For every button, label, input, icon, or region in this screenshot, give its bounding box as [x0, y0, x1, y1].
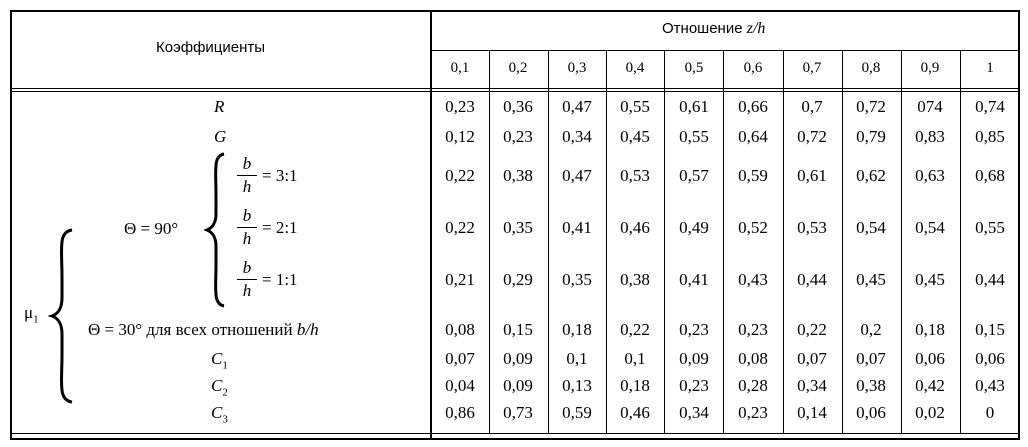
- label-C1: [211, 349, 228, 371]
- value-cell-C1: 0,09: [679, 349, 709, 368]
- value-cell-b21: 0,52: [738, 218, 768, 237]
- value-cell-b31: 0,38: [503, 166, 533, 185]
- ratio-header-var: z/h: [746, 20, 766, 37]
- ratio-column-header: 0,3: [567, 60, 587, 76]
- value-cell-b11: 0,21: [445, 270, 475, 289]
- value-cell-b11: 0,43: [738, 270, 768, 289]
- value-cell-C1: 0,1: [624, 349, 646, 368]
- mu1-left-brace: [48, 228, 78, 404]
- fraction-b-over-h: [236, 259, 258, 300]
- mu1-subscript: 1: [33, 313, 39, 326]
- value-cell-R: 0,36: [503, 97, 533, 116]
- value-cell-C1: 0,07: [797, 349, 827, 368]
- col-divider: [664, 50, 665, 433]
- value-cell-R: 0,23: [445, 97, 475, 116]
- value-cell-b11: 0,29: [503, 270, 533, 289]
- value-cell-b31: 0,68: [975, 166, 1005, 185]
- C1-symbol: C: [211, 349, 223, 368]
- value-cell-C2: 0,28: [738, 376, 768, 395]
- value-cell-G: 0,83: [915, 127, 945, 146]
- value-cell-G: 0,85: [975, 127, 1005, 146]
- value-cell-C2: 0,43: [975, 376, 1005, 395]
- value-cell-R: 0,55: [620, 97, 650, 116]
- value-cell-C1: 0,06: [915, 349, 945, 368]
- value-cell-b31: 0,59: [738, 166, 768, 185]
- ratio-column-header: 1: [986, 60, 994, 76]
- value-cell-b31: 0,61: [797, 166, 827, 185]
- value-cell-C3: 0,34: [679, 403, 709, 422]
- ratio-header-prefix: Отношение: [662, 20, 747, 37]
- value-cell-b31: 0,57: [679, 166, 709, 185]
- value-cell-C3: 0,59: [562, 403, 592, 422]
- C2-subscript: 2: [222, 386, 228, 399]
- ratio-column-header: 0,5: [684, 60, 704, 76]
- col-divider: [723, 50, 724, 433]
- value-cell-t30: 0,15: [975, 320, 1005, 339]
- value-cell-t30: 0,22: [620, 320, 650, 339]
- value-cell-R: 0,61: [679, 97, 709, 116]
- value-cell-b21: 0,49: [679, 218, 709, 237]
- value-cell-C1: 0,1: [566, 349, 588, 368]
- value-cell-C3: 0,46: [620, 403, 650, 422]
- value-cell-b31: 0,63: [915, 166, 945, 185]
- col-divider: [960, 50, 961, 433]
- value-cell-b21: 0,53: [797, 218, 827, 237]
- value-cell-C2: 0,09: [503, 376, 533, 395]
- value-cell-t30: 0,18: [562, 320, 592, 339]
- header-divider: [430, 50, 1020, 51]
- body-bottom-rule: [10, 433, 1020, 434]
- value-cell-R: 0,7: [801, 97, 823, 116]
- value-cell-b31: 0,47: [562, 166, 592, 185]
- value-cell-b21: 0,22: [445, 218, 475, 237]
- value-cell-b11: 0,38: [620, 270, 650, 289]
- label-ratio-2-1: = 2:1: [262, 218, 298, 237]
- fraction-bar: [237, 279, 257, 280]
- ratio-header: [662, 20, 765, 38]
- ratio-column-header: 0,4: [625, 60, 645, 76]
- value-cell-R: 0,72: [856, 97, 886, 116]
- C1-subscript: 1: [222, 359, 228, 372]
- ratio-column-header: 0,8: [861, 60, 881, 76]
- ratio-column-header: 0,6: [743, 60, 763, 76]
- theta30-var: b/h: [296, 320, 319, 339]
- value-cell-R: 0,74: [975, 97, 1005, 116]
- value-cell-b11: 0,35: [562, 270, 592, 289]
- fraction-denominator: h: [242, 177, 252, 196]
- value-cell-C1: 0,06: [975, 349, 1005, 368]
- value-cell-C2: 0,34: [797, 376, 827, 395]
- value-cell-C3: 0: [985, 403, 995, 422]
- value-cell-C1: 0,07: [445, 349, 475, 368]
- value-cell-C3: 0,06: [856, 403, 886, 422]
- label-theta90: Θ = 90°: [124, 219, 179, 238]
- value-cell-G: 0,72: [797, 127, 827, 146]
- value-cell-t30: 0,2: [860, 320, 882, 339]
- theta90-left-brace: [204, 152, 230, 308]
- theta30-prefix: Θ = 30° для всех отношений: [88, 320, 297, 339]
- value-cell-C1: 0,08: [738, 349, 768, 368]
- value-cell-C1: 0,07: [856, 349, 886, 368]
- coefficients-header: Коэффициенты: [156, 39, 266, 56]
- value-cell-C3: 0,86: [445, 403, 475, 422]
- C3-symbol: C: [211, 403, 223, 422]
- header-bottom-rule: [10, 88, 1020, 89]
- value-cell-R: 0,66: [738, 97, 768, 116]
- value-cell-R: 074: [917, 97, 943, 116]
- mu1-symbol: μ: [24, 303, 34, 322]
- ratio-column-header: 0,2: [508, 60, 528, 76]
- C3-subscript: 3: [222, 413, 228, 426]
- value-cell-t30: 0,08: [445, 320, 475, 339]
- label-ratio-1-1: = 1:1: [262, 270, 298, 289]
- label-ratio-3-1: = 3:1: [262, 166, 298, 185]
- value-cell-C1: 0,09: [503, 349, 533, 368]
- value-cell-t30: 0,22: [797, 320, 827, 339]
- value-cell-G: 0,79: [856, 127, 886, 146]
- label-C2: [211, 376, 228, 398]
- label-G: G: [214, 127, 227, 146]
- label-C3: [211, 403, 228, 425]
- value-cell-C2: 0,13: [562, 376, 592, 395]
- value-cell-R: 0,47: [562, 97, 592, 116]
- fraction-numerator: b: [242, 154, 252, 173]
- fraction-denominator: h: [242, 229, 252, 248]
- fraction-b-over-h: [236, 155, 258, 196]
- value-cell-C3: 0,73: [503, 403, 533, 422]
- value-cell-C3: 0,14: [797, 403, 827, 422]
- fraction-denominator: h: [242, 281, 252, 300]
- value-cell-b11: 0,45: [856, 270, 886, 289]
- value-cell-b21: 0,46: [620, 218, 650, 237]
- label-R: R: [214, 97, 225, 116]
- fraction-bar: [237, 175, 257, 176]
- value-cell-b21: 0,54: [856, 218, 886, 237]
- value-cell-b11: 0,44: [975, 270, 1005, 289]
- value-cell-G: 0,12: [445, 127, 475, 146]
- fraction-numerator: b: [242, 206, 252, 225]
- header-bottom-rule-2: [10, 91, 1020, 92]
- value-cell-t30: 0,23: [679, 320, 709, 339]
- value-cell-t30: 0,23: [738, 320, 768, 339]
- value-cell-G: 0,64: [738, 127, 768, 146]
- fraction-b-over-h: [236, 207, 258, 248]
- value-cell-C2: 0,04: [445, 376, 475, 395]
- value-cell-C2: 0,18: [620, 376, 650, 395]
- value-cell-t30: 0,18: [915, 320, 945, 339]
- value-cell-C3: 0,23: [738, 403, 768, 422]
- value-cell-b31: 0,62: [856, 166, 886, 185]
- value-cell-C2: 0,38: [856, 376, 886, 395]
- value-cell-b21: 0,35: [503, 218, 533, 237]
- value-cell-C3: 0,02: [915, 403, 945, 422]
- value-cell-G: 0,45: [620, 127, 650, 146]
- ratio-column-header: 0,9: [920, 60, 940, 76]
- value-cell-b11: 0,41: [679, 270, 709, 289]
- value-cell-G: 0,55: [679, 127, 709, 146]
- fraction-bar: [237, 227, 257, 228]
- value-cell-b31: 0,22: [445, 166, 475, 185]
- value-cell-b31: 0,53: [620, 166, 650, 185]
- C2-symbol: C: [211, 376, 223, 395]
- value-cell-b21: 0,54: [915, 218, 945, 237]
- value-cell-b21: 0,55: [975, 218, 1005, 237]
- value-cell-b11: 0,45: [915, 270, 945, 289]
- value-cell-C2: 0,42: [915, 376, 945, 395]
- value-cell-b21: 0,41: [562, 218, 592, 237]
- label-theta30: [88, 320, 319, 340]
- value-cell-t30: 0,15: [503, 320, 533, 339]
- value-cell-b11: 0,44: [797, 270, 827, 289]
- ratio-column-header: 0,1: [450, 60, 470, 76]
- value-cell-G: 0,23: [503, 127, 533, 146]
- fraction-numerator: b: [242, 258, 252, 277]
- label-mu1: [24, 303, 39, 325]
- value-cell-C2: 0,23: [679, 376, 709, 395]
- value-cell-G: 0,34: [562, 127, 592, 146]
- ratio-column-header: 0,7: [802, 60, 822, 76]
